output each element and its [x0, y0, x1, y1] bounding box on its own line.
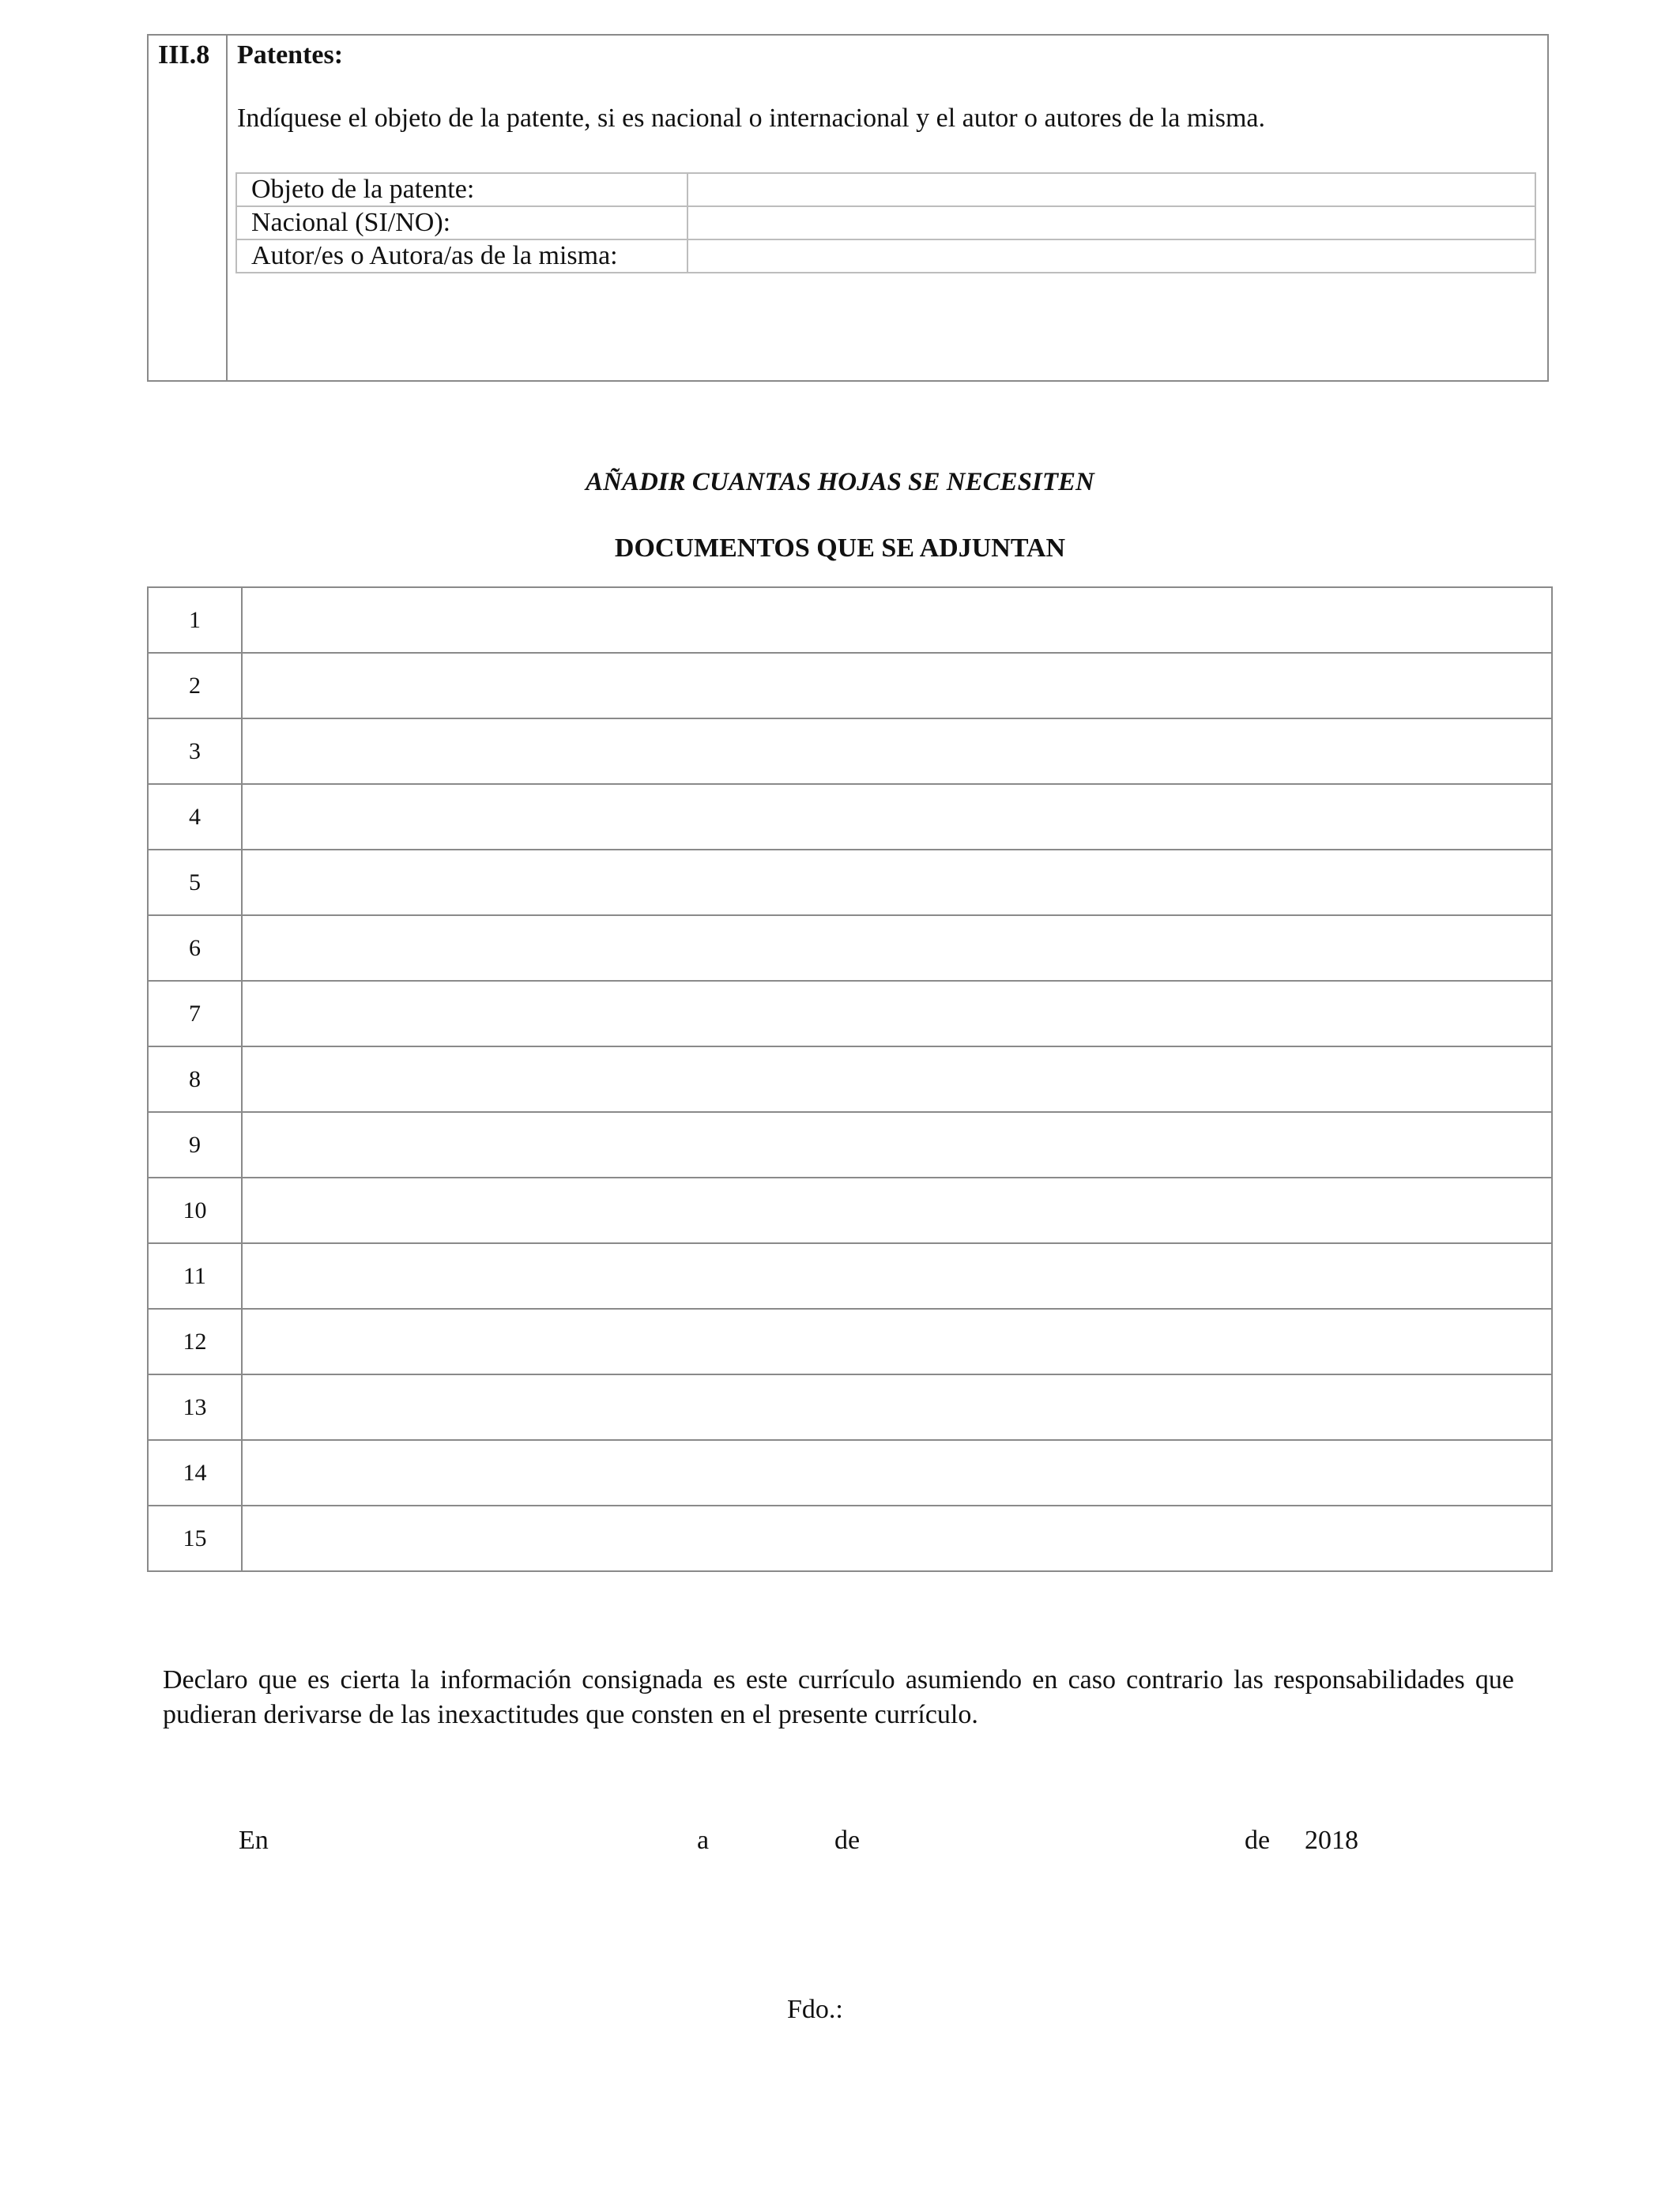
- section-title: Patentes:: [237, 40, 344, 70]
- document-row-number: 2: [148, 653, 242, 718]
- document-row: [148, 1506, 1552, 1571]
- document-row: [148, 1309, 1552, 1374]
- document-row-number: 4: [148, 784, 242, 850]
- patent-object-row: [236, 173, 1535, 206]
- document-row-field[interactable]: [242, 1506, 1552, 1571]
- document-row: [148, 653, 1552, 718]
- document-row-number: 12: [148, 1309, 242, 1374]
- document-row: [148, 1112, 1552, 1178]
- document-row-field[interactable]: [242, 1374, 1552, 1440]
- patent-national-label: Nacional (SI/NO):: [236, 206, 687, 239]
- date-year: 2018: [1305, 1826, 1358, 1855]
- date-year-label: de: [1245, 1826, 1271, 1855]
- document-row-number: 9: [148, 1112, 242, 1178]
- signature-label: Fdo.:: [787, 1995, 843, 2024]
- section-divider: [226, 36, 228, 380]
- patent-authors-row: [236, 239, 1535, 273]
- document-row: [148, 587, 1552, 653]
- patent-national-row: [236, 206, 1535, 239]
- document-row-field[interactable]: [242, 653, 1552, 718]
- add-pages-note: AÑADIR CUANTAS HOJAS SE NECESITEN: [586, 468, 1094, 496]
- document-row: [148, 718, 1552, 784]
- date-place-label: En: [239, 1826, 269, 1855]
- document-row-number: 8: [148, 1046, 242, 1112]
- section-instruction: Indíquese el objeto de la patente, si es nacional o internacional y el autor o autores de la misma.: [237, 104, 1265, 133]
- document-row: [148, 784, 1552, 850]
- document-row-number: 7: [148, 981, 242, 1046]
- patent-object-field[interactable]: [687, 173, 1535, 206]
- document-row-field[interactable]: [242, 1440, 1552, 1506]
- patent-object-label: Objeto de la patente:: [236, 173, 687, 206]
- document-row: [148, 1440, 1552, 1506]
- section-code: III.8: [158, 40, 210, 70]
- patents-section: [147, 34, 1549, 382]
- document-row-number: 5: [148, 850, 242, 915]
- document-row-field[interactable]: [242, 981, 1552, 1046]
- document-row-field[interactable]: [242, 1309, 1552, 1374]
- date-day-label: a: [697, 1826, 710, 1855]
- date-month-label: de: [834, 1826, 861, 1855]
- patent-authors-label: Autor/es o Autora/as de la misma:: [236, 239, 687, 273]
- document-row-number: 1: [148, 587, 242, 653]
- documents-title: DOCUMENTOS QUE SE ADJUNTAN: [614, 533, 1066, 563]
- declaration-text: Declaro que es cierta la información consignada es este currículo asumiendo en caso contrario las responsabilidades que pudieran derivarse de las inexactitudes que consten en el presente currículo.: [163, 1665, 1514, 1729]
- document-row: [148, 1046, 1552, 1112]
- document-row-field[interactable]: [242, 1112, 1552, 1178]
- document-row-number: 3: [148, 718, 242, 784]
- document-row-field[interactable]: [242, 718, 1552, 784]
- patent-authors-field[interactable]: [687, 239, 1535, 273]
- patent-fields-table: [235, 172, 1536, 273]
- document-row-field[interactable]: [242, 784, 1552, 850]
- document-row: [148, 1374, 1552, 1440]
- document-row-field[interactable]: [242, 1243, 1552, 1309]
- document-row-field[interactable]: [242, 1046, 1552, 1112]
- document-row: [148, 915, 1552, 981]
- document-row-field[interactable]: [242, 1178, 1552, 1243]
- document-row-number: 14: [148, 1440, 242, 1506]
- document-row: [148, 1178, 1552, 1243]
- document-row: [148, 850, 1552, 915]
- document-row-number: 11: [148, 1243, 242, 1309]
- document-row-field[interactable]: [242, 850, 1552, 915]
- document-row: [148, 1243, 1552, 1309]
- document-row: [148, 981, 1552, 1046]
- patent-national-field[interactable]: [687, 206, 1535, 239]
- document-row-field[interactable]: [242, 915, 1552, 981]
- document-row-number: 13: [148, 1374, 242, 1440]
- document-row-number: 15: [148, 1506, 242, 1571]
- documents-table: [147, 586, 1553, 1572]
- document-row-number: 10: [148, 1178, 242, 1243]
- document-row-number: 6: [148, 915, 242, 981]
- document-row-field[interactable]: [242, 587, 1552, 653]
